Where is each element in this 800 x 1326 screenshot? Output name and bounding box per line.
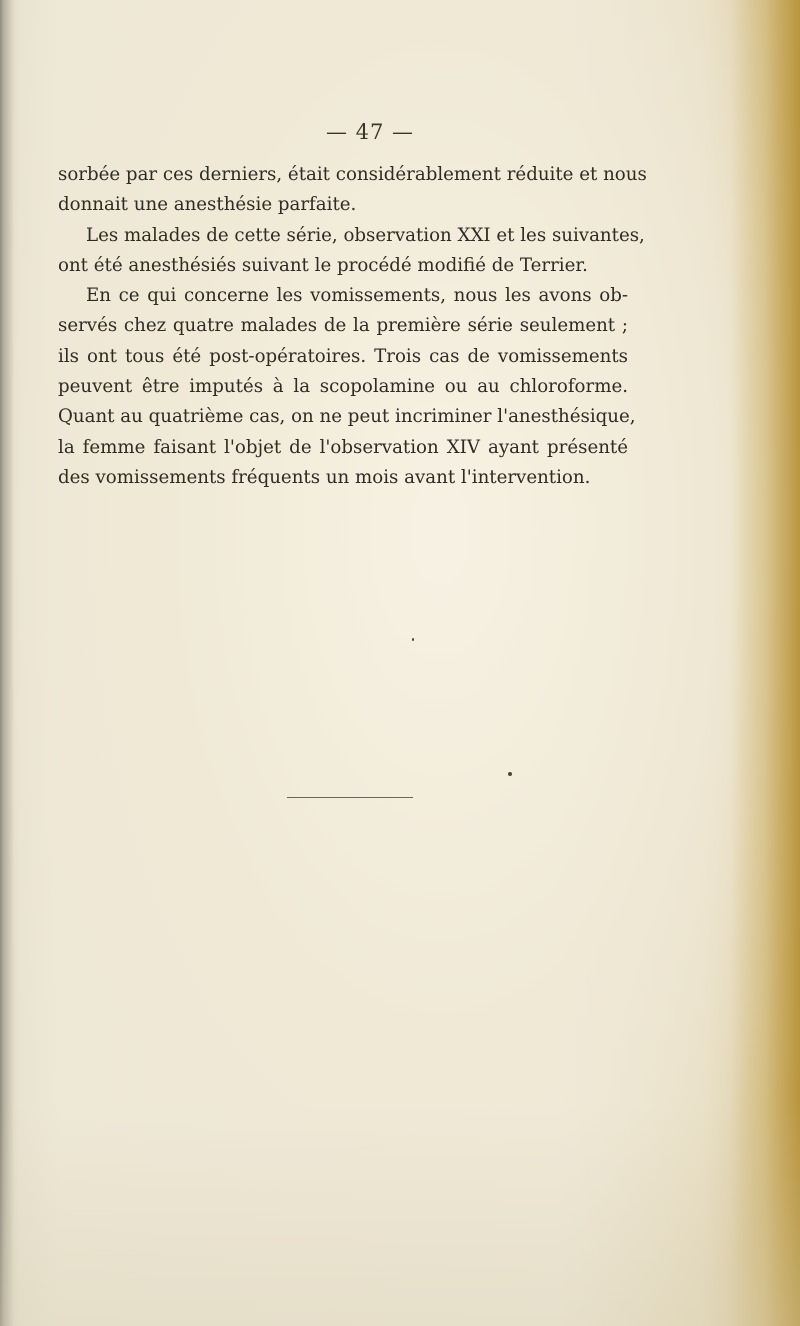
body-text (58, 160, 647, 493)
text-line-4: ont été anesthésiés suivant le procédé modifié de Terrier. (58, 254, 588, 276)
page-number: — 47 — (325, 120, 415, 144)
section-separator-rule (287, 797, 413, 798)
text-line-5: En ce qui concerne les vomissements, nous les avons ob- (86, 285, 628, 307)
text-line-1: sorbée par ces derniers, était considérablement réduite et nous (58, 164, 647, 185)
text-line-9: Quant au quatrième cas, on ne peut incriminer l'anesthésique, (58, 406, 636, 428)
text-line-7: ils ont tous été post-opératoires. Trois cas de vomissements (58, 345, 628, 367)
text-line-10: la femme faisant l'objet de l'observation XIV ayant présenté (58, 436, 628, 458)
text-line-3: Les malades de cette série, observation XXI et les suivantes, (86, 224, 645, 246)
page-bottom-shade (0, 1106, 800, 1326)
text-line-2: donnait une anesthésie parfaite. (58, 194, 357, 216)
text-line-6: servés chez quatre malades de la première série seulement ; (58, 315, 628, 337)
text-line-8: peuvent être imputés à la scopolamine ou au chloroforme. (58, 376, 628, 398)
ink-speck (412, 638, 414, 641)
text-line-11: des vomissements fréquents un mois avant l'intervention. (58, 466, 591, 488)
ink-speck (508, 772, 512, 776)
